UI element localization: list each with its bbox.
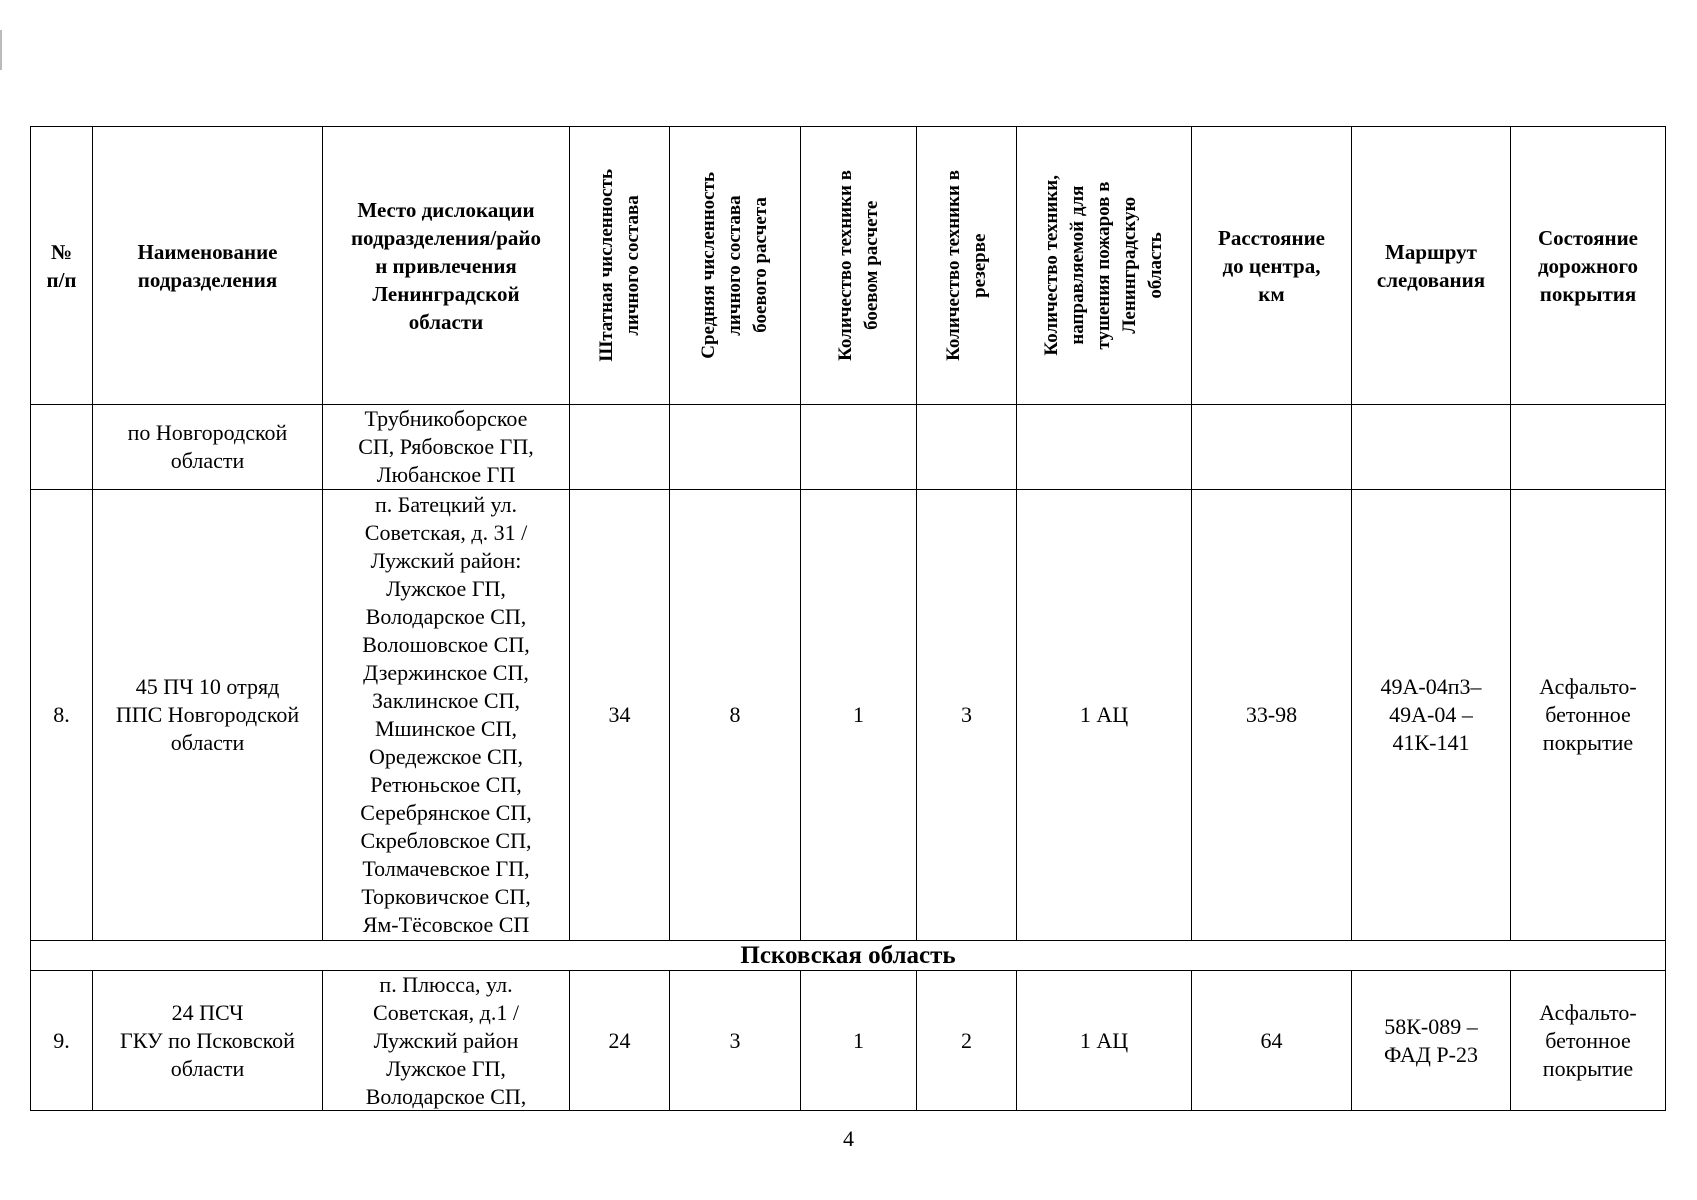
text-line: 49А-04п3– bbox=[1380, 674, 1482, 699]
section-row bbox=[31, 941, 1666, 971]
cell-equip-combat: 1 bbox=[801, 490, 917, 941]
cell-avg-crew bbox=[670, 405, 801, 490]
text-line: п/п bbox=[46, 267, 77, 292]
cell-num: 8. bbox=[31, 490, 93, 941]
cell-route bbox=[1352, 971, 1511, 1111]
cell-road bbox=[1511, 490, 1666, 941]
text-line: Количество техники в bbox=[834, 170, 856, 361]
text-line: Волошовское СП, bbox=[362, 632, 530, 657]
text-line: Володарское СП, bbox=[365, 1083, 527, 1109]
text-line: Штатная численность bbox=[595, 169, 617, 362]
header-equip-sent bbox=[1017, 127, 1192, 405]
text-line: личного состава bbox=[724, 195, 745, 336]
text-line: Серебрянское СП, bbox=[360, 800, 532, 825]
text-line: Советская, д. 31 / bbox=[364, 520, 528, 545]
text-line: Торковичское СП, bbox=[361, 884, 531, 909]
text-line: покрытия bbox=[1539, 281, 1637, 306]
cell-distance bbox=[1192, 405, 1352, 490]
header-equip-combat bbox=[801, 127, 917, 405]
text-line: Советская, д.1 / bbox=[373, 999, 519, 1025]
text-line: области bbox=[170, 1055, 245, 1081]
text-line: Наименование bbox=[137, 239, 278, 264]
text-line: п. Батецкий ул. bbox=[374, 492, 517, 517]
scan-edge-mark bbox=[0, 30, 2, 70]
cell-equip-sent bbox=[1017, 405, 1192, 490]
table-row-9 bbox=[31, 971, 1666, 1111]
cell-distance: 64 bbox=[1192, 971, 1352, 1111]
cell-distance: 33-98 bbox=[1192, 490, 1352, 941]
text-line: область bbox=[1145, 232, 1166, 299]
units-table bbox=[30, 126, 1666, 1111]
text-line: Место дислокации bbox=[357, 197, 535, 222]
text-line: по Новгородской bbox=[127, 420, 288, 445]
header-staff bbox=[570, 127, 670, 405]
table-row-8 bbox=[31, 490, 1666, 941]
text-line: Оредежское СП, bbox=[368, 744, 524, 769]
header-num bbox=[31, 127, 93, 405]
text-line: ППС Новгородской bbox=[115, 702, 300, 727]
header-road bbox=[1511, 127, 1666, 405]
cell-staff: 24 bbox=[570, 971, 670, 1111]
text-line: личного состава bbox=[621, 195, 643, 336]
text-line: Асфальто- bbox=[1539, 674, 1637, 699]
text-line: км bbox=[1258, 281, 1285, 306]
text-line: бетонное bbox=[1545, 702, 1631, 727]
text-line: Лужский район bbox=[373, 1027, 519, 1053]
text-line: СП, Рябовское ГП, bbox=[358, 434, 534, 459]
text-line: Ретюньское СП, bbox=[370, 772, 522, 797]
cell-num bbox=[31, 405, 93, 490]
page-number: 4 bbox=[843, 1126, 854, 1151]
cell-equip-sent: 1 АЦ bbox=[1017, 490, 1192, 941]
cell-equip-combat bbox=[801, 405, 917, 490]
text-line: Трубникоборское bbox=[364, 406, 528, 431]
text-line: ГКУ по Псковской bbox=[120, 1027, 295, 1053]
cell-road bbox=[1511, 405, 1666, 490]
cell-location bbox=[323, 405, 570, 490]
header-equip-reserve bbox=[917, 127, 1017, 405]
cell-equip-reserve: 3 bbox=[917, 490, 1017, 941]
text-line: Расстояние bbox=[1218, 225, 1325, 250]
text-line: до центра, bbox=[1222, 253, 1321, 278]
text-line: области bbox=[170, 730, 245, 755]
text-line: покрытие bbox=[1542, 730, 1634, 755]
text-line: 45 ПЧ 10 отряд bbox=[135, 674, 280, 699]
text-line: ФАД Р-23 bbox=[1384, 1041, 1478, 1067]
header-distance bbox=[1192, 127, 1352, 405]
text-line: резерве bbox=[968, 233, 990, 298]
text-line: Дзержинское СП, bbox=[363, 660, 529, 685]
cell-avg-crew: 8 bbox=[670, 490, 801, 941]
text-line: Количество техники, bbox=[1041, 175, 1062, 356]
header-row bbox=[31, 127, 1666, 405]
cell-route bbox=[1352, 490, 1511, 941]
cell-name bbox=[93, 490, 323, 941]
text-line: Состояние bbox=[1537, 225, 1638, 250]
text-line: Маршрут bbox=[1385, 239, 1477, 264]
header-name bbox=[93, 127, 323, 405]
text-line: Толмачевское ГП, bbox=[362, 856, 530, 881]
text-line: № bbox=[50, 239, 73, 264]
text-line: боевого расчета bbox=[750, 197, 771, 334]
text-line: Лужское ГП, bbox=[386, 1055, 506, 1081]
cell-equip-reserve bbox=[917, 405, 1017, 490]
text-line: Лужское ГП, bbox=[386, 576, 506, 601]
text-line: области bbox=[170, 448, 245, 473]
cell-road bbox=[1511, 971, 1666, 1111]
text-line: дорожного bbox=[1537, 253, 1639, 278]
text-line: Лужский район: bbox=[370, 548, 522, 573]
cell-equip-reserve: 2 bbox=[917, 971, 1017, 1111]
cell-route bbox=[1352, 405, 1511, 490]
text-line: п. Плюсса, ул. bbox=[379, 971, 513, 997]
text-line: н привлечения bbox=[375, 253, 517, 278]
cell-name bbox=[93, 971, 323, 1111]
text-line: бетонное bbox=[1545, 1027, 1631, 1053]
text-line: покрытие bbox=[1542, 1055, 1634, 1081]
text-line: Скребловское СП, bbox=[360, 828, 532, 853]
text-line: 24 ПСЧ bbox=[171, 999, 244, 1025]
cell-location bbox=[323, 490, 570, 941]
text-line: подразделения bbox=[137, 267, 278, 292]
header-avg-crew bbox=[670, 127, 801, 405]
text-line: Асфальто- bbox=[1539, 999, 1637, 1025]
cell-avg-crew: 3 bbox=[670, 971, 801, 1111]
cell-num: 9. bbox=[31, 971, 93, 1111]
text-line: Средняя численность bbox=[698, 172, 719, 359]
text-line: Ленинградской bbox=[372, 281, 520, 306]
text-line: тушения пожаров в bbox=[1093, 181, 1114, 350]
text-line: Заклинское СП, bbox=[372, 688, 520, 713]
text-line: 41К-141 bbox=[1392, 730, 1470, 755]
cell-name bbox=[93, 405, 323, 490]
text-line: боевом расчете bbox=[860, 200, 882, 331]
cell-location bbox=[323, 971, 570, 1111]
header-location bbox=[323, 127, 570, 405]
table-row-continuation bbox=[31, 405, 1666, 490]
text-line: области bbox=[408, 309, 484, 334]
cell-staff: 34 bbox=[570, 490, 670, 941]
text-line: Количество техники в bbox=[942, 170, 964, 361]
section-title: Псковская область bbox=[31, 941, 1666, 971]
text-line: Мшинское СП, bbox=[375, 716, 517, 741]
text-line: Ленинградскую bbox=[1119, 197, 1140, 334]
text-line: Ям-Тёсовское СП bbox=[362, 912, 530, 937]
text-line: следования bbox=[1376, 267, 1486, 292]
text-line: 49А-04 – bbox=[1389, 702, 1473, 727]
cell-staff bbox=[570, 405, 670, 490]
text-line: направляемой для bbox=[1067, 185, 1088, 346]
text-line: подразделения/райо bbox=[350, 225, 542, 250]
text-line: Володарское СП, bbox=[365, 604, 527, 629]
text-line: 58К-089 – bbox=[1384, 1013, 1478, 1039]
header-route bbox=[1352, 127, 1511, 405]
text-line: Любанское ГП bbox=[376, 462, 516, 487]
cell-equip-sent: 1 АЦ bbox=[1017, 971, 1192, 1111]
cell-equip-combat: 1 bbox=[801, 971, 917, 1111]
